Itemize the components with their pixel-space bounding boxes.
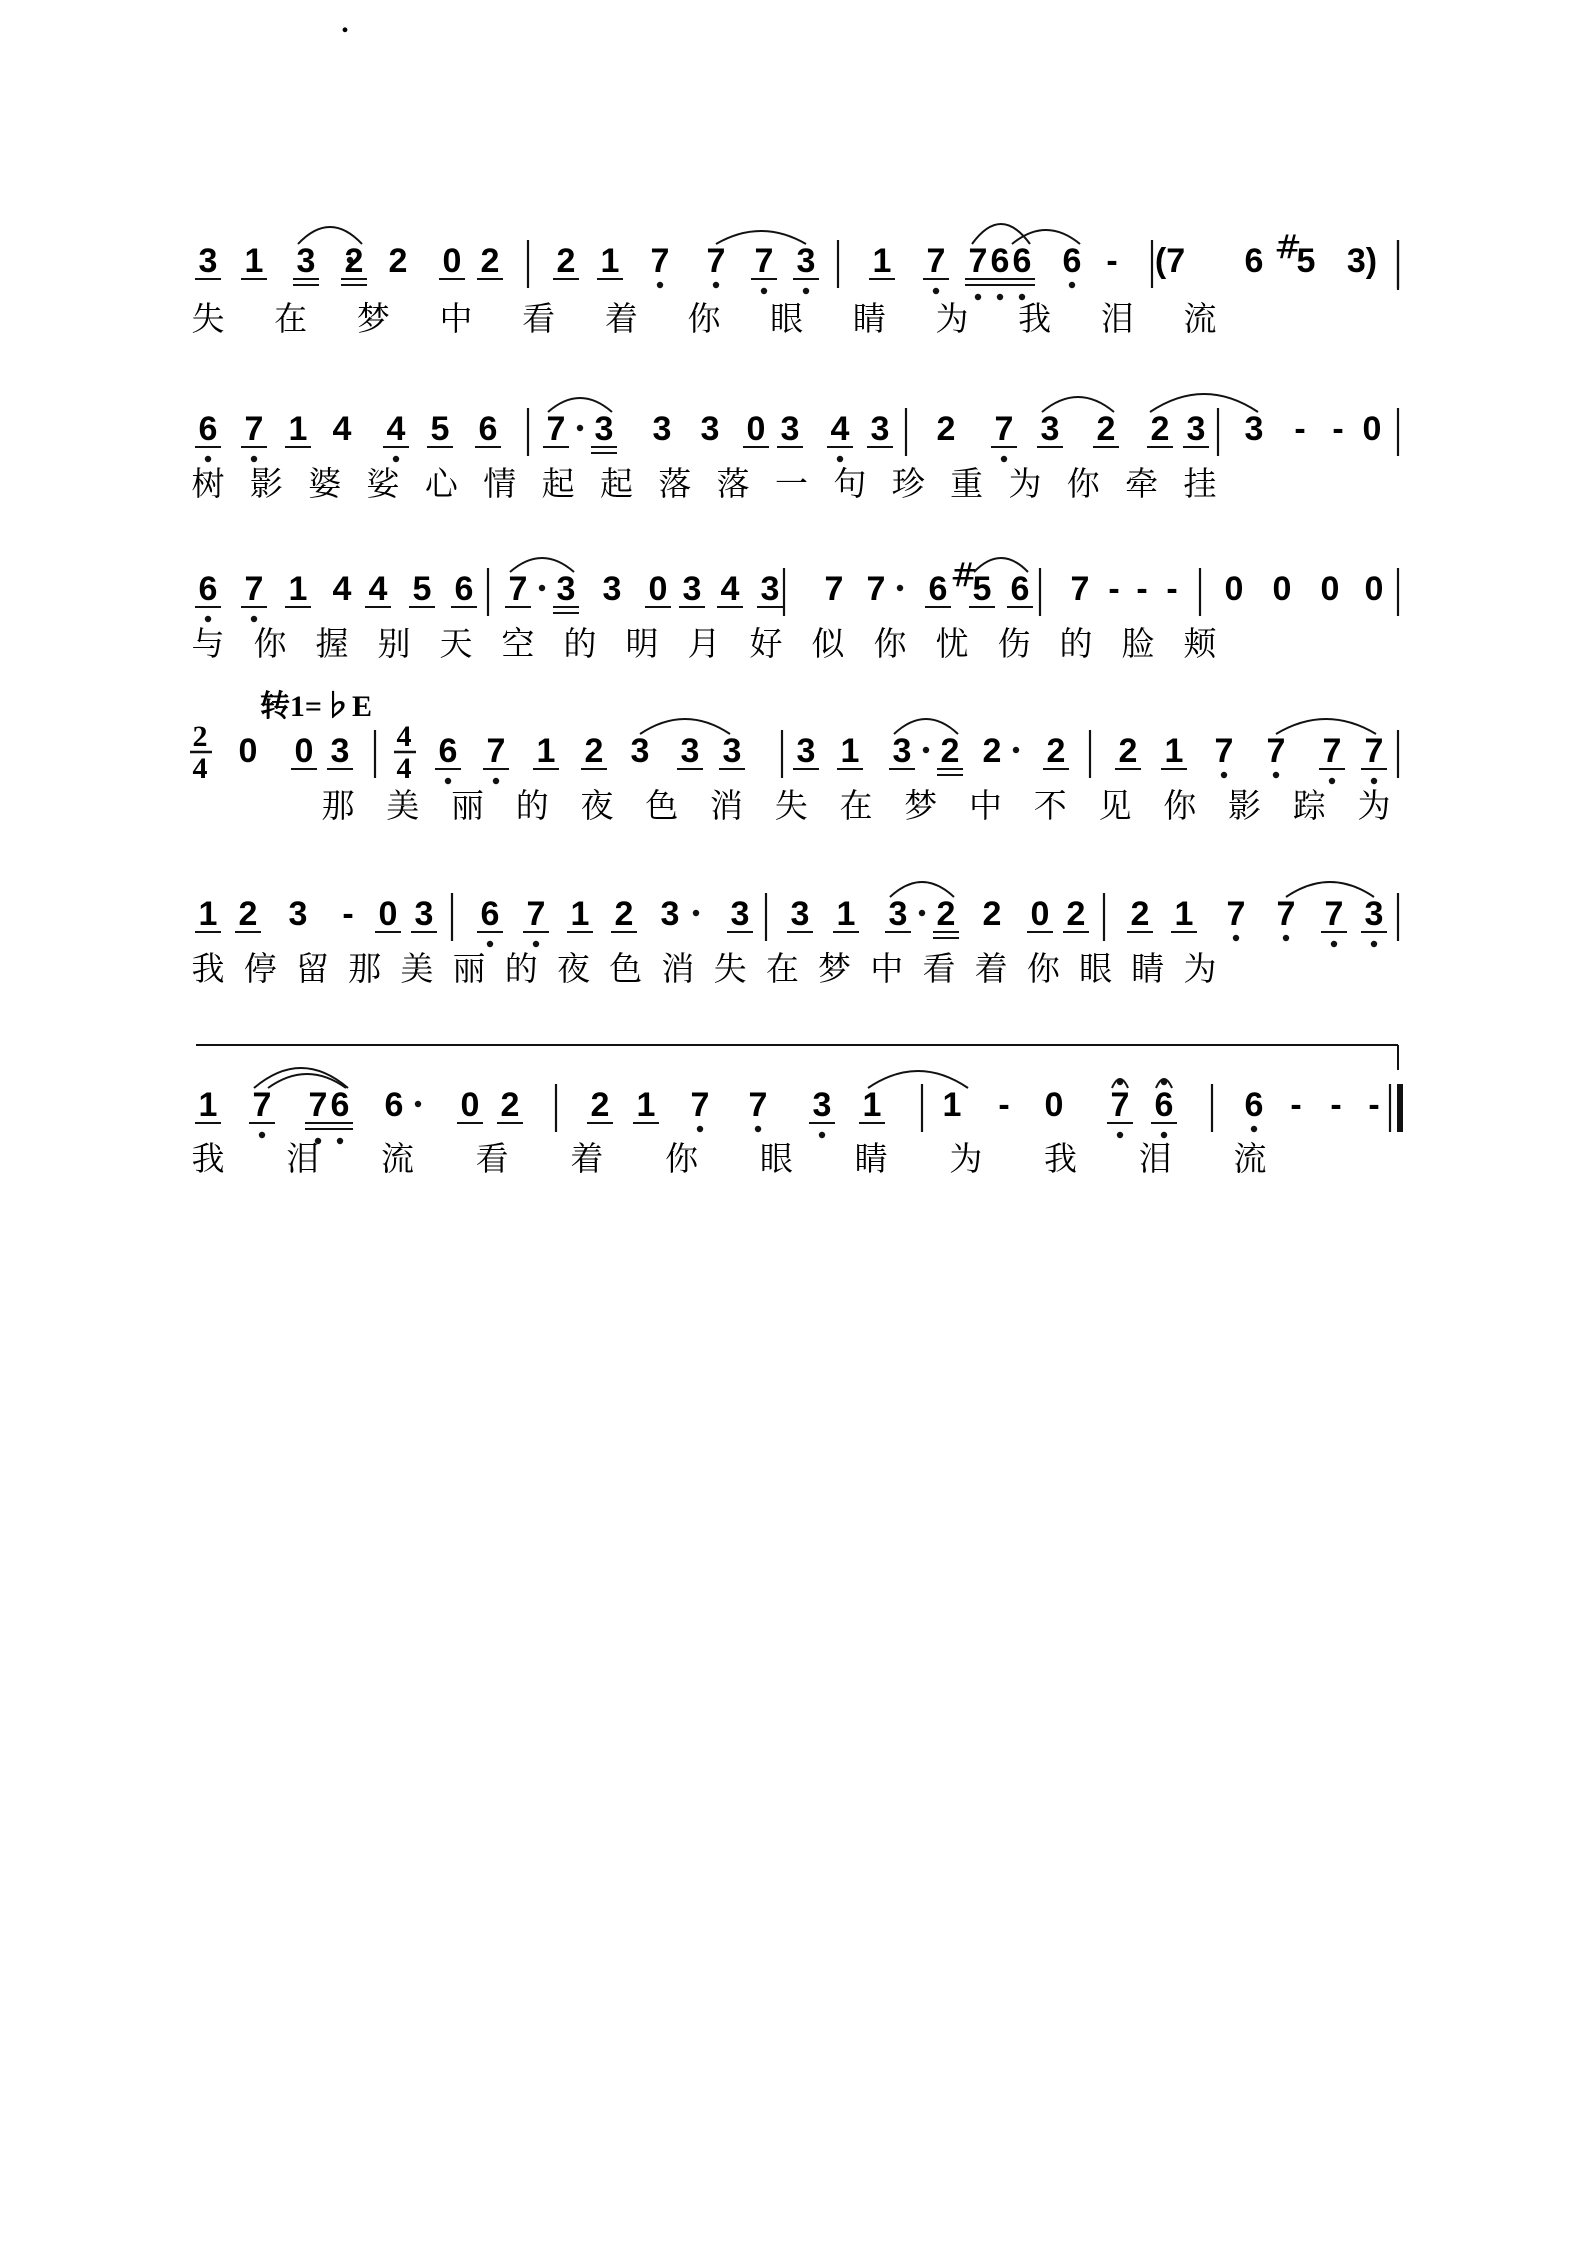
lyric-char: 梦	[818, 949, 852, 988]
jianpu-note: 1	[198, 895, 218, 933]
jianpu-note: 7	[1266, 732, 1286, 770]
octave-low-dot	[933, 288, 939, 294]
jianpu-note: 5	[430, 410, 450, 448]
jianpu-note: 7	[1276, 895, 1296, 933]
lyric-char: 在	[274, 299, 308, 338]
lyric-char: 别	[377, 624, 411, 663]
jianpu-note: 0	[1272, 570, 1292, 608]
time-sig-bottom: 4	[192, 752, 208, 785]
lyric-char: 与	[191, 624, 225, 663]
lyric-char: 为	[935, 299, 969, 338]
jianpu-note: 7	[486, 732, 506, 770]
jianpu-note: 2	[1066, 895, 1086, 933]
jianpu-note: 5	[412, 570, 432, 608]
jianpu-note: 3	[682, 570, 702, 608]
lyric-char: 握	[315, 624, 349, 663]
jianpu-note: 3	[296, 242, 316, 280]
lyric-char: 影	[249, 464, 283, 503]
octave-low-dot	[1117, 1132, 1123, 1138]
jianpu-note: 4	[332, 570, 352, 608]
dash-extension: -	[1106, 242, 1118, 280]
jianpu-note: 3	[414, 895, 434, 933]
lyric-char: 起	[599, 464, 633, 503]
lyric-char: 着	[570, 1139, 604, 1178]
jianpu-note: 1	[1174, 895, 1194, 933]
slur	[254, 1068, 348, 1088]
jianpu-note: 3	[630, 732, 650, 770]
octave-low-dot	[657, 282, 663, 288]
octave-low-dot	[975, 294, 981, 300]
dash-extension: -	[1330, 1086, 1342, 1124]
octave-low-dot	[713, 282, 719, 288]
lyric-char: 在	[839, 786, 873, 825]
lyric-char: 为	[949, 1139, 983, 1178]
octave-low-dot	[337, 1138, 343, 1144]
jianpu-note: 7	[244, 570, 264, 608]
octave-low-dot	[697, 1126, 703, 1132]
augmentation-dot	[1013, 747, 1019, 753]
jianpu-note: 3	[198, 242, 218, 280]
jianpu-note: 1	[536, 732, 556, 770]
jianpu-note: 7	[968, 242, 988, 280]
jianpu-note: 1	[198, 1086, 218, 1124]
jianpu-note: 7	[994, 410, 1014, 448]
jianpu-note: 1	[1164, 732, 1184, 770]
lyric-char: 娑	[366, 464, 400, 503]
jianpu-note: 7	[1110, 1086, 1130, 1124]
lyric-char: 落	[716, 464, 750, 503]
augmentation-dot	[919, 910, 925, 916]
jianpu-note: 3	[892, 732, 912, 770]
lyric-char: 你	[1163, 786, 1197, 825]
lyric-char: 的	[504, 949, 538, 988]
time-sig-top: 4	[396, 720, 412, 753]
jianpu-note: 7	[1322, 732, 1342, 770]
jianpu-note: 3	[722, 732, 742, 770]
jianpu-note: 3	[1364, 895, 1384, 933]
lyric-char: 睛	[1131, 949, 1165, 988]
octave-low-dot	[1329, 778, 1335, 784]
lyric-char: 看	[922, 949, 956, 988]
jianpu-note: 0	[460, 1086, 480, 1124]
jianpu-note: 2	[982, 895, 1002, 933]
jianpu-note: 0	[1044, 1086, 1064, 1124]
lyric-char: 树	[191, 464, 225, 503]
lyric-char: 美	[386, 786, 420, 825]
octave-low-dot	[251, 616, 257, 622]
octave-low-dot	[1283, 935, 1289, 941]
jianpu-note: 6	[454, 570, 474, 608]
lyric-char: 的	[1059, 624, 1093, 663]
jianpu-note: 1	[244, 242, 264, 280]
lyric-char: 着	[604, 299, 638, 338]
jianpu-note: 0	[442, 242, 462, 280]
jianpu-note: 6	[330, 1086, 350, 1124]
jianpu-note: 6	[1010, 570, 1030, 608]
lyric-char: 停	[243, 949, 277, 988]
dash-extension: -	[998, 1086, 1010, 1124]
lyric-char: 我	[191, 1139, 225, 1178]
jianpu-note: 6	[478, 410, 498, 448]
jianpu-note: 7	[508, 570, 528, 608]
slur	[972, 224, 1030, 244]
lyric-char: 睛	[852, 299, 886, 338]
lyric-char: 你	[873, 624, 907, 663]
lyric-char: 泪	[286, 1139, 320, 1178]
lyric-char: 见	[1098, 786, 1132, 825]
jianpu-note: 2	[344, 242, 364, 280]
sharp-accidental: #	[950, 555, 978, 594]
jianpu-note: 3	[700, 410, 720, 448]
lyric-char: 我	[191, 949, 225, 988]
jianpu-note: 1	[872, 242, 892, 280]
lyric-char: 眼	[759, 1139, 793, 1178]
lyric-char: 脸	[1121, 624, 1155, 663]
octave-low-dot	[1251, 1126, 1257, 1132]
lyric-char: 的	[563, 624, 597, 663]
octave-low-dot	[259, 1132, 265, 1138]
lyric-char: 睛	[854, 1139, 888, 1178]
top-mark: .	[341, 6, 349, 39]
lyric-char: 丽	[451, 786, 484, 825]
lyric-char: 看	[522, 299, 556, 338]
jianpu-note: 1	[836, 895, 856, 933]
jianpu-note: 3	[602, 570, 622, 608]
jianpu-note: 7	[866, 570, 886, 608]
lyric-char: 不	[1033, 786, 1067, 825]
dash-extension: -	[1290, 1086, 1302, 1124]
lyric-char: 夜	[580, 786, 614, 825]
jianpu-note: 2	[556, 242, 576, 280]
jianpu-note: 1	[840, 732, 860, 770]
lyric-char: 牵	[1125, 464, 1159, 503]
jianpu-note: 0	[1320, 570, 1340, 608]
jianpu-note: 1	[288, 410, 308, 448]
jianpu-note: 7	[1226, 895, 1246, 933]
jianpu-note: 7	[748, 1086, 768, 1124]
lyric-char: 心	[424, 464, 458, 503]
lyric-char: 着	[974, 949, 1008, 988]
lyric-char: 美	[400, 949, 434, 988]
jianpu-note: 6	[384, 1086, 404, 1124]
jianpu-note: 1	[570, 895, 590, 933]
jianpu-note: 6	[928, 570, 948, 608]
jianpu-note: 0	[1224, 570, 1244, 608]
jianpu-note: 7	[1214, 732, 1234, 770]
lyric-char: 失	[774, 786, 808, 825]
time-sig-bottom: 4	[396, 752, 412, 785]
jianpu-note: 3	[796, 732, 816, 770]
augmentation-dot	[415, 1101, 421, 1107]
dash-extension: -	[1166, 570, 1178, 608]
jianpu-note: 4	[368, 570, 388, 608]
jianpu-note: 3	[288, 895, 308, 933]
jianpu-note: 6	[1012, 242, 1032, 280]
lyric-char: 落	[658, 464, 692, 503]
jianpu-note: 5	[972, 570, 992, 608]
jianpu-note: 6	[990, 242, 1010, 280]
lyric-char: 明	[625, 624, 659, 663]
jianpu-note: 2	[936, 895, 956, 933]
lyric-char: 婆	[308, 464, 342, 503]
jianpu-note: 2	[1150, 410, 1170, 448]
lyric-char: 颊	[1183, 624, 1217, 663]
lyric-char: 中	[439, 299, 473, 338]
lyric-char: 的	[515, 786, 549, 825]
octave-low-dot	[1221, 772, 1227, 778]
jianpu-note: (7	[1154, 242, 1186, 280]
octave-low-dot	[819, 1132, 825, 1138]
jianpu-note: 6	[480, 895, 500, 933]
jianpu-note: 3	[1244, 410, 1264, 448]
lyric-char: 色	[645, 786, 679, 825]
octave-low-dot	[1161, 1132, 1167, 1138]
jianpu-note: 2	[1118, 732, 1138, 770]
lyric-char: 天	[439, 624, 473, 663]
jianpu-note: 1	[636, 1086, 656, 1124]
jianpu-note: 3	[1040, 410, 1060, 448]
octave-low-dot	[393, 456, 399, 462]
jianpu-note: 2	[500, 1086, 520, 1124]
octave-low-dot	[755, 1126, 761, 1132]
dash-extension: -	[1108, 570, 1120, 608]
lyric-char: 你	[1066, 464, 1100, 503]
dash-extension: -	[1136, 570, 1148, 608]
jianpu-note: 0	[648, 570, 668, 608]
lyric-char: 色	[609, 949, 643, 988]
octave-low-dot	[761, 288, 767, 294]
octave-low-dot	[837, 456, 843, 462]
lyric-char: 月	[687, 624, 721, 663]
jianpu-note: 3	[680, 732, 700, 770]
lyric-char: 影	[1228, 786, 1261, 825]
jianpu-note: 3	[594, 410, 614, 448]
augmentation-dot	[923, 747, 929, 753]
jianpu-note: 2	[940, 732, 960, 770]
jianpu-note: 0	[746, 410, 766, 448]
key-change-label: 转1=♭E	[259, 690, 373, 723]
time-sig-top: 2	[192, 720, 208, 753]
lyric-char: 消	[661, 949, 695, 988]
octave-low-dot	[1331, 941, 1337, 947]
lyric-char: 起	[541, 464, 575, 503]
jianpu-note: 3	[556, 570, 576, 608]
jianpu-note: 1	[862, 1086, 882, 1124]
jianpu-note: 7	[706, 242, 726, 280]
jianpu-note: 0	[1362, 410, 1382, 448]
octave-low-dot	[533, 941, 539, 947]
octave-low-dot	[997, 294, 1003, 300]
augmentation-dot	[897, 585, 903, 591]
jianpu-note: 6	[1244, 1086, 1264, 1124]
lyric-char: 我	[1044, 1139, 1078, 1178]
sharp-accidental: #	[1274, 227, 1302, 266]
jianpu-note: 3	[760, 570, 780, 608]
jianpu-note: 1	[288, 570, 308, 608]
octave-low-dot	[493, 778, 499, 784]
lyric-char: 流	[380, 1139, 414, 1178]
lyric-char: 梦	[356, 299, 390, 338]
lyric-char: 丽	[452, 949, 486, 988]
jianpu-note: 0	[378, 895, 398, 933]
jianpu-note: 3	[652, 410, 672, 448]
dash-extension: -	[1368, 1086, 1380, 1124]
lyric-char: 夜	[556, 949, 590, 988]
jianpu-note: 2	[982, 732, 1002, 770]
lyric-char: 我	[1018, 299, 1052, 338]
jianpu-note: 7	[308, 1086, 328, 1124]
jianpu-note: 4	[720, 570, 740, 608]
lyric-char: 重	[950, 464, 984, 503]
jianpu-note: 2	[1130, 895, 1150, 933]
jianpu-note: 7	[824, 570, 844, 608]
octave-low-dot	[1233, 935, 1239, 941]
jianpu-note: 2	[590, 1086, 610, 1124]
jianpu-note: 2	[388, 242, 408, 280]
jianpu-note: 3	[888, 895, 908, 933]
jianpu-note: 7	[650, 242, 670, 280]
augmentation-dot	[539, 585, 545, 591]
jianpu-note: 7	[926, 242, 946, 280]
jianpu-note: 3	[796, 242, 816, 280]
octave-low-dot	[1273, 772, 1279, 778]
lyric-char: 流	[1183, 299, 1217, 338]
jianpu-note: 1	[942, 1086, 962, 1124]
lyric-char: 眼	[770, 299, 804, 338]
octave-low-dot	[1371, 941, 1377, 947]
lyric-char: 好	[749, 624, 783, 663]
jianpu-note: 2	[936, 410, 956, 448]
dash-extension: -	[342, 895, 354, 933]
lyric-char: 中	[969, 786, 1002, 825]
jianpu-note: 3)	[1346, 242, 1378, 280]
octave-low-dot	[487, 941, 493, 947]
jianpu-note: 7	[754, 242, 774, 280]
lyric-char: 空	[501, 624, 535, 663]
jianpu-note: 7	[1070, 570, 1090, 608]
lyric-char: 失	[713, 949, 747, 988]
lyric-char: 为	[1008, 464, 1042, 503]
octave-low-dot	[1001, 456, 1007, 462]
octave-low-dot	[803, 288, 809, 294]
lyric-char: 你	[253, 624, 287, 663]
lyric-char: 那	[321, 786, 355, 825]
jianpu-note: 3	[780, 410, 800, 448]
jianpu-note: 2	[1096, 410, 1116, 448]
lyric-char: 踪	[1292, 786, 1326, 825]
jianpu-note: 2	[238, 895, 258, 933]
jianpu-note: 3	[790, 895, 810, 933]
lyric-char: 流	[1233, 1139, 1267, 1178]
jianpu-note: 6	[1062, 242, 1082, 280]
jianpu-note: 7	[244, 410, 264, 448]
jianpu-note: 1	[600, 242, 620, 280]
jianpu-note: 4	[332, 410, 352, 448]
jianpu-note: 6	[1154, 1086, 1174, 1124]
lyric-char: 挂	[1183, 464, 1217, 503]
octave-low-dot	[1371, 778, 1377, 784]
jianpu-note: 2	[614, 895, 634, 933]
octave-low-dot	[205, 456, 211, 462]
lyric-char: 忧	[935, 624, 969, 663]
jianpu-note: 7	[690, 1086, 710, 1124]
jianpu-note: 7	[252, 1086, 272, 1124]
jianpu-note: 7	[546, 410, 566, 448]
dash-extension: -	[1294, 410, 1306, 448]
lyric-char: 伤	[997, 624, 1031, 663]
dash-extension: -	[1332, 410, 1344, 448]
jianpu-note: 2	[480, 242, 500, 280]
lyric-char: 中	[870, 949, 904, 988]
jianpu-note: 0	[1030, 895, 1050, 933]
lyric-char: 情	[483, 464, 517, 503]
lyric-char: 为	[1183, 949, 1217, 988]
jianpu-note: 6	[1244, 242, 1264, 280]
lyric-char: 留	[295, 949, 329, 988]
jianpu-note: 4	[830, 410, 850, 448]
lyric-char: 在	[765, 949, 799, 988]
jianpu-note: 6	[438, 732, 458, 770]
lyric-char: 看	[475, 1139, 509, 1178]
lyric-char: 句	[833, 464, 867, 503]
lyric-char: 消	[710, 786, 743, 825]
octave-low-dot	[205, 616, 211, 622]
lyric-char: 眼	[1079, 949, 1113, 988]
lyric-char: 那	[348, 949, 382, 988]
lyric-char: 泪	[1100, 299, 1134, 338]
jianpu-note: 3	[1186, 410, 1206, 448]
jianpu-note: 0	[238, 732, 258, 770]
jianpu-note: 3	[330, 732, 350, 770]
octave-low-dot	[445, 778, 451, 784]
jianpu-note: 3	[812, 1086, 832, 1124]
octave-low-dot	[1069, 282, 1075, 288]
jianpu-note: 7	[526, 895, 546, 933]
lyric-char: 一	[775, 464, 809, 503]
jianpu-note: 6	[198, 410, 218, 448]
jianpu-note: 3	[730, 895, 750, 933]
lyric-char: 似	[811, 624, 845, 663]
jianpu-note: 3	[660, 895, 680, 933]
lyric-char: 你	[1026, 949, 1060, 988]
jianpu-note: 0	[294, 732, 314, 770]
jianpu-note: 6	[198, 570, 218, 608]
jianpu-note: 3	[870, 410, 890, 448]
jianpu-note: 5	[1296, 242, 1316, 280]
augmentation-dot	[693, 910, 699, 916]
jianpu-note: 7	[1364, 732, 1384, 770]
octave-low-dot	[251, 456, 257, 462]
lyric-char: 失	[191, 299, 225, 338]
jianpu-note: 2	[584, 732, 604, 770]
jianpu-note: 0	[1364, 570, 1384, 608]
jianpu-note: 7	[1324, 895, 1344, 933]
lyric-char: 你	[687, 299, 721, 338]
lyric-char: 为	[1357, 786, 1391, 825]
jianpu-note: 2	[1046, 732, 1066, 770]
lyric-char: 泪	[1138, 1139, 1172, 1178]
lyric-char: 梦	[904, 786, 938, 825]
lyric-char: 珍	[891, 464, 925, 503]
jianpu-note: 4	[386, 410, 406, 448]
lyric-char: 你	[665, 1139, 699, 1178]
augmentation-dot	[577, 425, 583, 431]
